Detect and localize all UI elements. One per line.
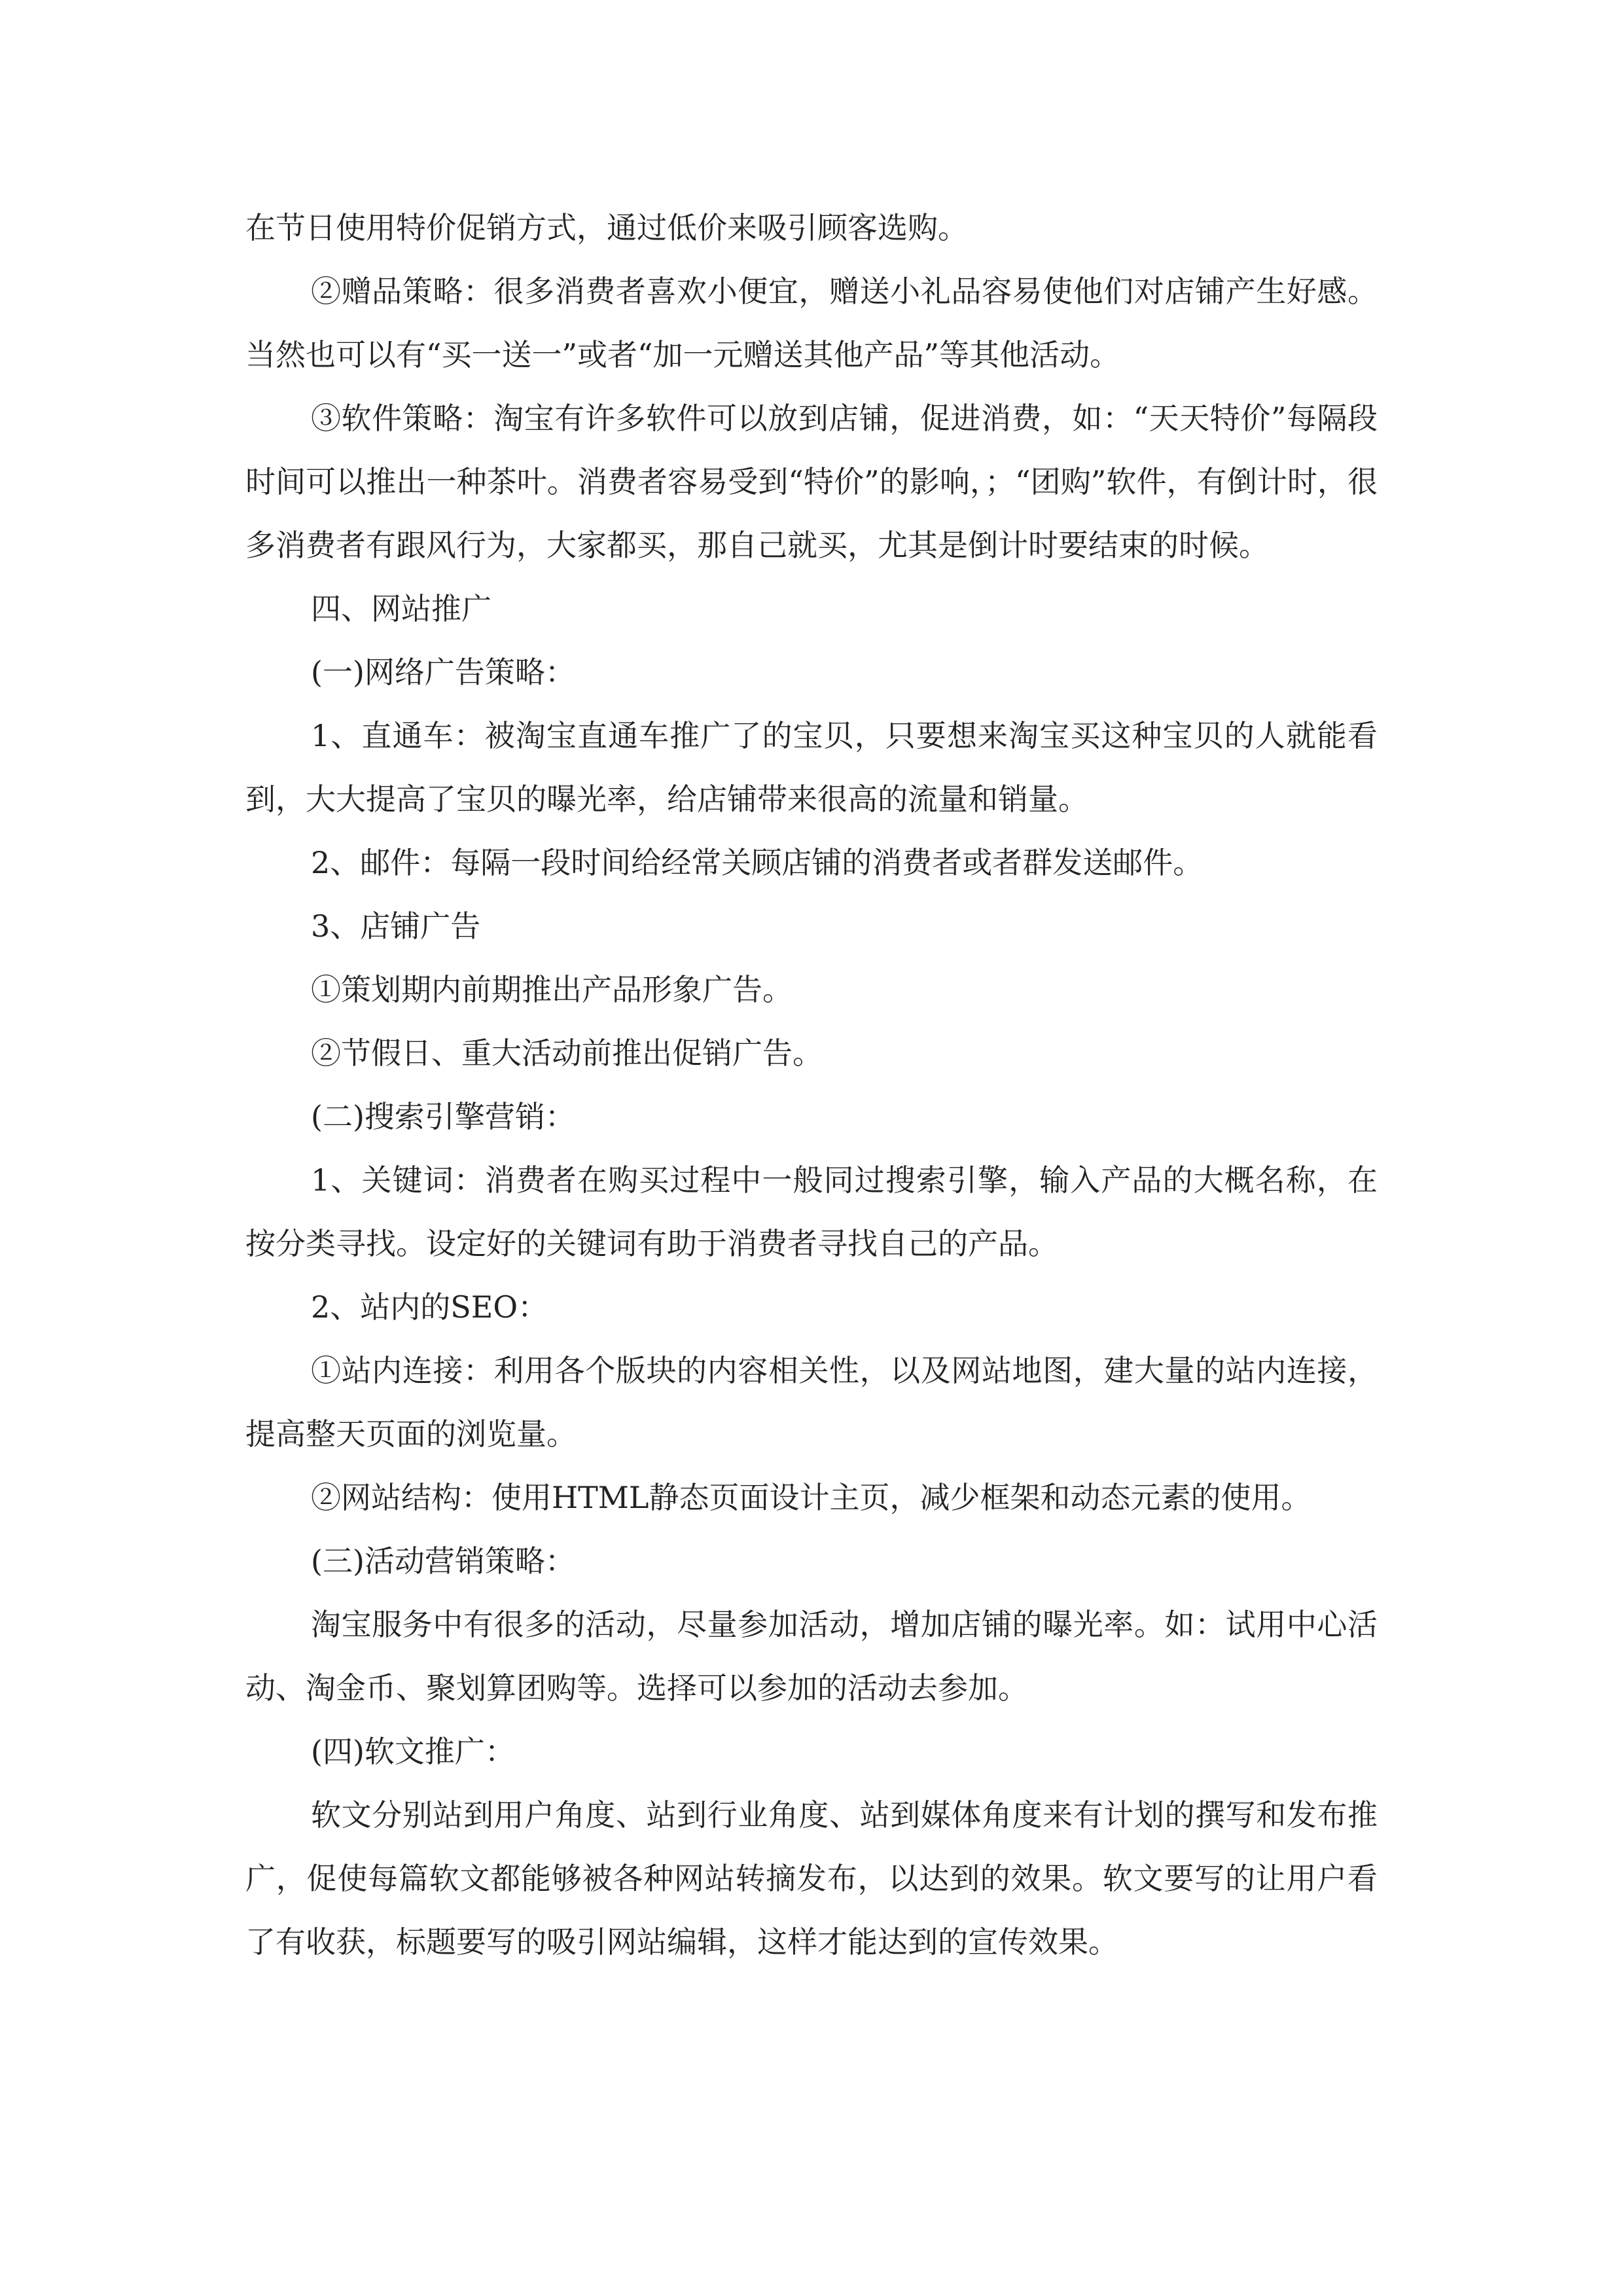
paragraph-store-ads: 3、店铺广告 (311, 908, 481, 944)
paragraph-onsite-seo: 2、站内的SEO： (311, 1289, 548, 1325)
paragraph-gift-strategy: ②赠品策略：很多消费者喜欢小便宜，赠送小礼品容易使他们对店铺产生好感。当然也可以有“买一送一”或者“加一元赠送其他产品”等其他活动。 (245, 274, 1378, 372)
subheading-online-ads: (一)网络广告策略： (311, 655, 575, 690)
paragraph-site-structure: ②网站结构：使用HTML静态页面设计主页，减少框架和动态元素的使用。 (311, 1480, 1311, 1515)
paragraph-keywords: 1、关键词：消费者在购买过程中一般同过搜索引擎，输入产品的大概名称，在按分类寻找。设定好的关键词有助于消费者寻找自己的产品。 (245, 1162, 1378, 1261)
paragraph-through-train: 1、直通车：被淘宝直通车推广了的宝贝，只要想来淘宝买这种宝贝的人就能看到，大大提高了宝贝的曝光率，给店铺带来很高的流量和销量。 (245, 718, 1378, 817)
subheading-soft-article: (四)软文推广： (311, 1734, 515, 1769)
subheading-search-marketing: (二)搜索引擎营销： (311, 1099, 575, 1134)
section-heading-website-promotion: 四、网站推广 (311, 591, 491, 626)
paragraph-email: 2、邮件：每隔一段时间给经常关顾店铺的消费者或者群发送邮件。 (311, 845, 1204, 880)
subheading-event-marketing: (三)活动营销策略： (311, 1543, 575, 1579)
paragraph-software-strategy: ③软件策略：淘宝有许多软件可以放到店铺，促进消费，如：“天天特价”每隔段时间可以推出一种茶叶。消费者容易受到“特价”的影响，；“团购”软件，有倒计时，很多消费者有跟风行为，大家都买，那自己就买，尤其是倒计时要结束的时候。 (245, 401, 1378, 563)
paragraph-promo-ads: ②节假日、重大活动前推出促销广告。 (311, 1035, 823, 1071)
paragraph-taobao-events: 淘宝服务中有很多的活动，尽量参加活动，增加店铺的曝光率。如：试用中心活动、淘金币、聚划算团购等。选择可以参加的活动去参加。 (245, 1607, 1378, 1706)
paragraph-internal-links: ①站内连接：利用各个版块的内容相关性，以及网站地图，建大量的站内连接，提高整天页面的浏览量。 (245, 1353, 1378, 1452)
paragraph-image-ads: ①策划期内前期推出产品形象广告。 (311, 972, 793, 1007)
paragraph-continuation: 在节日使用特价促销方式，通过低价来吸引顾客选购。 (245, 210, 968, 245)
document-page (245, 196, 1378, 1974)
paragraph-soft-article: 软文分别站到用户角度、站到行业角度、站到媒体角度来有计划的撰写和发布推广，促使每篇软文都能够被各种网站转摘发布，以达到的效果。软文要写的让用户看了有收获，标题要写的吸引网站编辑，这样才能达到的宣传效果。 (245, 1797, 1378, 1960)
